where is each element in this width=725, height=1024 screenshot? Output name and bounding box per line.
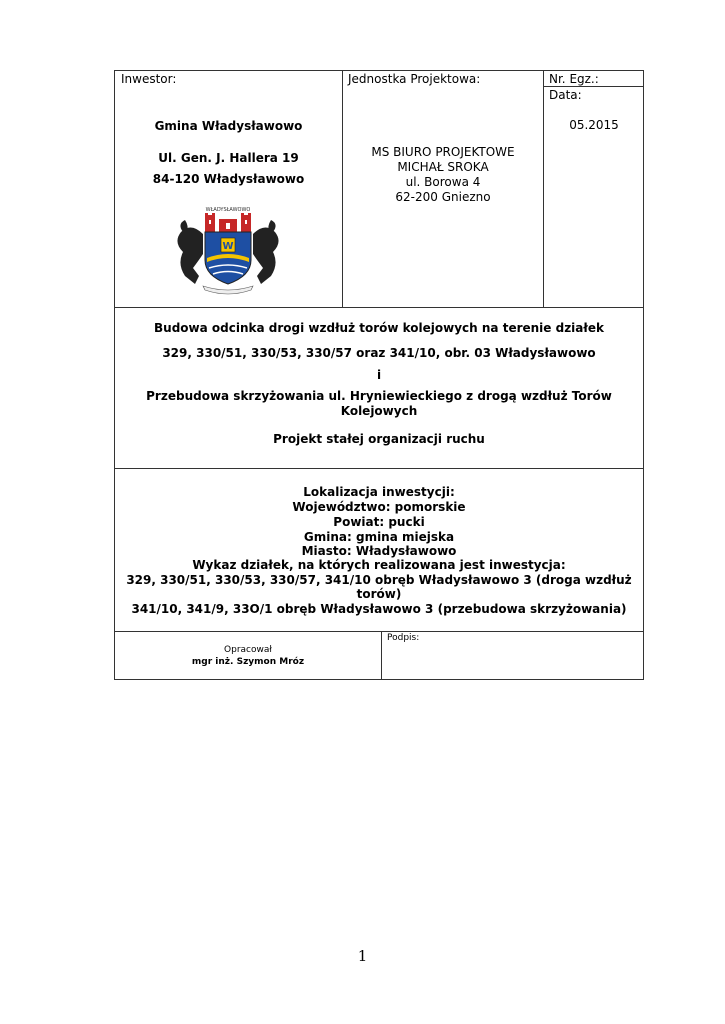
location-voivodeship: Województwo: pomorskie — [292, 500, 466, 514]
location-commune: Gmina: gmina miejska — [303, 530, 455, 544]
date-value: 05.2015 — [569, 118, 619, 132]
project-title-line-1: Budowa odcinka drogi wzdłuż torów kolejowych na terenie działek — [154, 321, 604, 335]
divider-footer — [381, 631, 382, 680]
signature-label: Podpis: — [387, 633, 420, 643]
investor-name: Gmina Władysławowo — [154, 119, 303, 133]
divider-location-footer — [114, 631, 644, 632]
municipal-coat-of-arms — [169, 202, 287, 296]
investor-label: Inwestor: — [121, 72, 177, 86]
location-plots-intersection: 341/10, 341/9, 33O/1 obręb Władysławowo 3 (przebudowa skrzyżowania) — [131, 602, 627, 616]
location-heading: Lokalizacja inwestycji: — [303, 485, 455, 499]
designer-line-1: MS BIURO PROJEKTOWE — [371, 145, 515, 159]
project-title-line-3: Przebudowa skrzyżowania ul. Hryniewieckiego z drogą wzdłuż Torów Kolejowych — [146, 389, 612, 418]
divider-header-title — [114, 307, 644, 308]
location-plots-heading: Wykaz działek, na których realizowana jest inwestycja: — [192, 558, 566, 572]
designer-line-2: MICHAŁ SROKA — [397, 160, 489, 174]
copy-number-label: Nr. Egz.: — [549, 72, 599, 86]
investor-city: 84-120 Władysławowo — [152, 172, 305, 186]
designer-line-4: 62-200 Gniezno — [395, 190, 491, 204]
prepared-by-name: mgr inż. Szymon Mróz — [191, 657, 305, 667]
crest-banner-text: WŁADYSŁAWOWO — [205, 207, 251, 213]
page-number: 1 — [357, 947, 368, 965]
location-plots-road-cont: torów) — [356, 587, 402, 601]
location-plots-road: 329, 330/51, 330/53, 330/57, 341/10 obręb Władysławowo 3 (droga wzdłuż — [126, 573, 632, 587]
crest-letter: W — [222, 241, 234, 252]
project-title-line-2: 329, 330/51, 330/53, 330/57 oraz 341/10, obr. 03 Władysławowo — [162, 346, 596, 360]
location-county: Powiat: pucki — [333, 515, 425, 529]
divider-designer-meta — [543, 70, 544, 308]
date-label: Data: — [549, 88, 582, 102]
designer-label: Jednostka Projektowa: — [348, 72, 481, 86]
investor-street: Ul. Gen. J. Hallera 19 — [158, 151, 299, 165]
project-title-connector: i — [376, 368, 382, 382]
project-subtitle: Projekt stałej organizacji ruchu — [273, 432, 485, 446]
location-city: Miasto: Władysławowo — [301, 544, 457, 558]
prepared-by-label: Opracował — [224, 645, 272, 655]
designer-line-3: ul. Borowa 4 — [405, 175, 481, 189]
divider-title-location — [114, 468, 644, 469]
